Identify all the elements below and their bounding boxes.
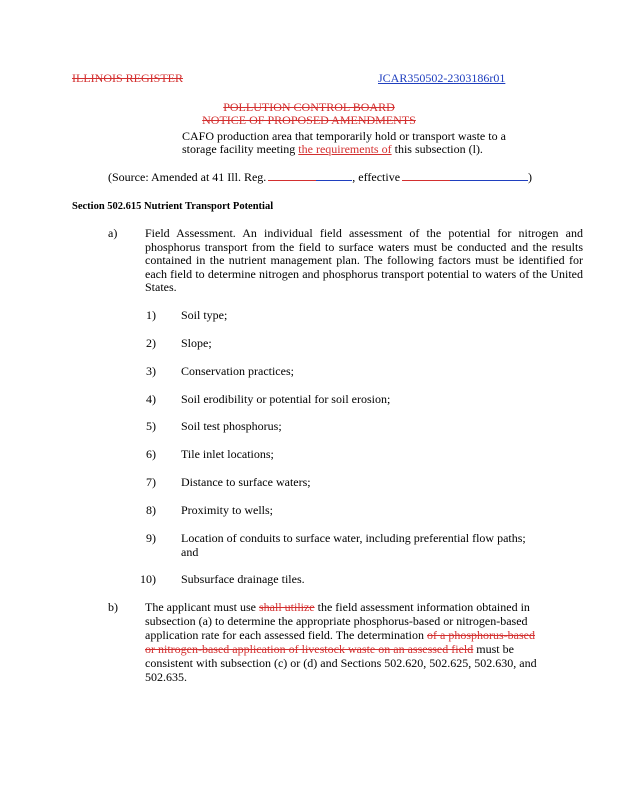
- blank-blue: [316, 180, 352, 181]
- deleted-text: or nitrogen-based application of livestock waste on an assessed field: [145, 642, 474, 656]
- inserted-text: the requirements of: [298, 142, 392, 156]
- deleted-text: shall utilize: [258, 600, 315, 614]
- b-line-5: consistent with subsection (c) or (d) and Sections 502.620, 502.625, 502.630, and: [145, 656, 537, 670]
- blank-red: [268, 180, 316, 181]
- b-text: The applicant must use: [145, 600, 259, 614]
- deleted-text: of a phosphorus-based: [427, 628, 535, 642]
- item-number: 5): [146, 419, 156, 433]
- paragraph-a: Field Assessment. An individual field assessment of the potential for nitrogen and phosphorus transport from the field to surface waters must be conducted and the results contained in the nutrient management plan. The following factors must be identified for each field to determine nitrogen and phosphorus transport potential to waters of the United States.: [145, 226, 583, 295]
- list-item: Proximity to wells;: [181, 503, 274, 517]
- source-line: [108, 171, 532, 185]
- register-header: ILLINOIS REGISTER: [72, 71, 183, 85]
- b-text: must be: [473, 642, 514, 656]
- source-prefix: (Source: Amended at 41 Ill. Reg.: [108, 170, 267, 184]
- board-title: POLLUTION CONTROL BOARD: [223, 100, 395, 114]
- b-line-6: 502.635.: [145, 670, 187, 684]
- item-number: 2): [146, 336, 156, 350]
- b-line-3: [145, 629, 535, 643]
- b-line-1: [145, 601, 530, 615]
- label-a: a): [108, 226, 118, 240]
- blank-blue-2: [450, 180, 528, 181]
- list-item: Conservation practices;: [181, 364, 294, 378]
- section-title: Section 502.615 Nutrient Transport Potential: [72, 201, 274, 212]
- item-number: 1): [146, 308, 156, 322]
- item-number: 6): [146, 447, 156, 461]
- item-number: 10): [140, 572, 156, 586]
- list-item: Soil test phosphorus;: [181, 419, 282, 433]
- list-item: Soil erodibility or potential for soil erosion;: [181, 392, 391, 406]
- list-item-continued: and: [181, 545, 199, 559]
- list-item: Slope;: [181, 336, 212, 350]
- intro-line-1: CAFO production area that temporarily hold or transport waste to a: [182, 129, 506, 143]
- intro-text-end: this subsection (l).: [391, 142, 483, 156]
- list-item: Distance to surface waters;: [181, 475, 311, 489]
- item-number: 4): [146, 392, 156, 406]
- b-line-4: [145, 643, 514, 657]
- jcar-code: JCAR350502-2303186r01: [378, 71, 506, 85]
- intro-text: storage facility meeting: [182, 142, 299, 156]
- b-line-2: subsection (a) to determine the appropriate phosphorus-based or nitrogen-based: [145, 614, 528, 628]
- label-b: b): [108, 600, 118, 614]
- source-close: ): [528, 170, 533, 184]
- item-number: 9): [146, 531, 156, 545]
- source-effective: , effective: [352, 170, 401, 184]
- list-item: Location of conduits to surface water, including preferential flow paths;: [181, 531, 526, 545]
- item-number: 3): [146, 364, 156, 378]
- list-item: Soil type;: [181, 308, 228, 322]
- notice-title: NOTICE OF PROPOSED AMENDMENTS: [202, 113, 416, 127]
- blank-red-2: [402, 180, 450, 181]
- list-item: Tile inlet locations;: [181, 447, 274, 461]
- b-text: the field assessment information obtained in: [314, 600, 530, 614]
- item-number: 7): [146, 475, 156, 489]
- list-item: Subsurface drainage tiles.: [181, 572, 305, 586]
- item-number: 8): [146, 503, 156, 517]
- intro-line-2: [182, 143, 483, 157]
- b-text: application rate for each assessed field. The determination: [145, 628, 427, 642]
